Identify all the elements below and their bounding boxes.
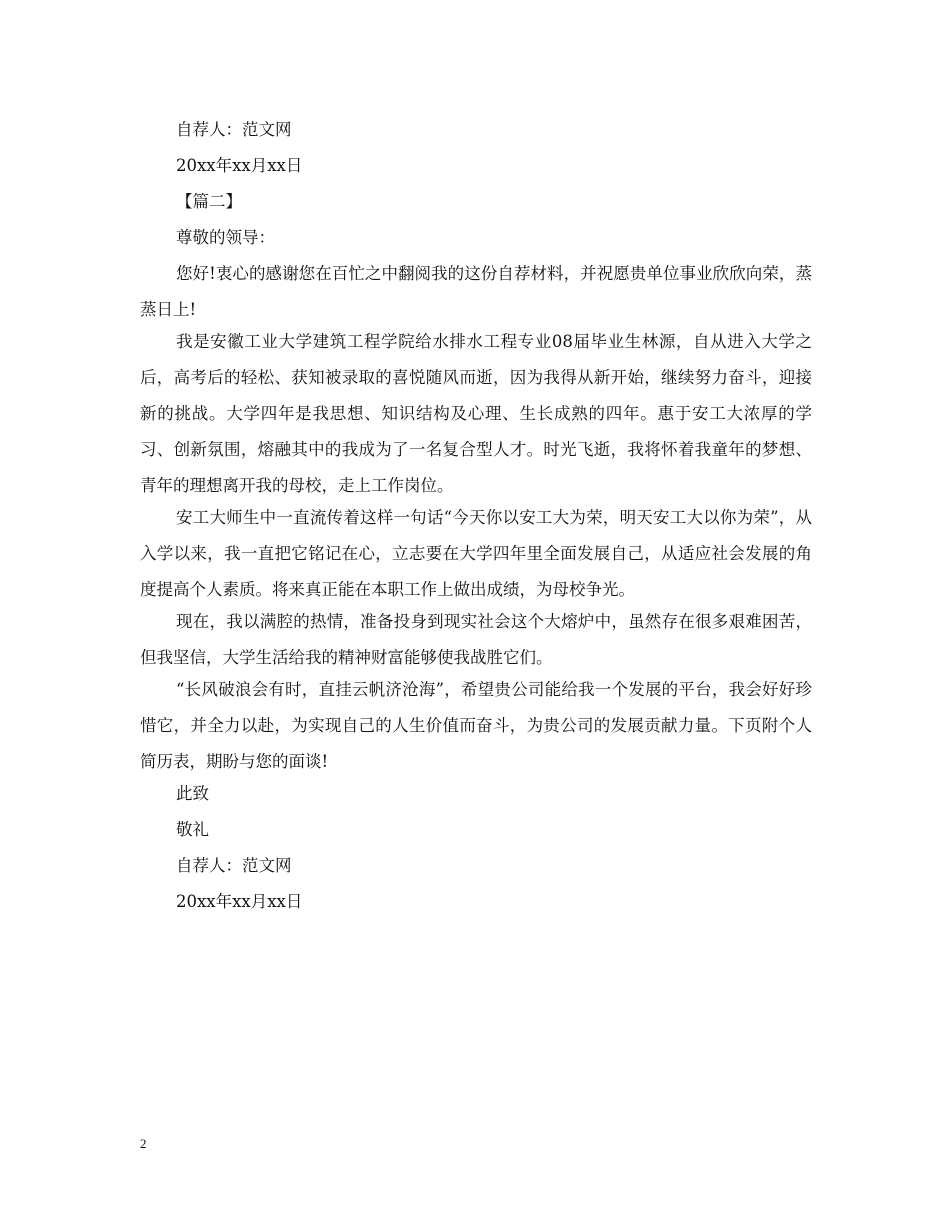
salutation: 尊敬的领导： [176,228,275,247]
letter-body [140,116,812,924]
previous-date: 20xx年xx月xx日 [176,156,303,175]
previous-signature: 自荐人：范文网 [176,120,292,139]
paragraph-greeting: 您好!衷心的感谢您在百忙之中翻阅我的这份自荐材料，并祝愿贵单位事业欣欣向荣，蒸蒸日上! [140,264,812,319]
paragraph-request: “长风破浪会有时，直挂云帆济沧海”，希望贵公司能给我一个发展的平台，我会好好珍惜它，并全力以赴，为实现自己的人生价值而奋斗，为贵公司的发展贡献力量。下页附个人简历表，期盼与您的面谈! [140,680,812,771]
closing-salute: 敬礼 [176,820,209,839]
paragraph-determination: 现在，我以满腔的热情，准备投身到现实社会这个大熔炉中，虽然存在很多艰难困苦，但我坚信，大学生活给我的精神财富能够使我战胜它们。 [140,612,812,667]
paragraph-motto: 安工大师生中一直流传着这样一句话“今天你以安工大为荣，明天安工大以你为荣”，从入学以来，我一直把它铭记在心，立志要在大学四年里全面发展自己，从适应社会发展的角度提高个人素质。将来真正能在本职工作上做出成绩，为母校争光。 [140,508,812,599]
date: 20xx年xx月xx日 [176,892,303,911]
closing-regards: 此致 [176,784,209,803]
signature: 自荐人：范文网 [176,856,292,875]
page-number: 2 [140,1136,147,1151]
section-heading: 【篇二】 [176,192,242,211]
paragraph-introduction: 我是安徽工业大学建筑工程学院给水排水工程专业08届毕业生林源，自从进入大学之后，高考后的轻松、获知被录取的喜悦随风而逝，因为我得从新开始，继续努力奋斗，迎接新的挑战。大学四年是我思想、知识结构及心理、生长成熟的四年。惠于安工大浓厚的学习、创新氛围，熔融其中的我成为了一名复合型人才。时光飞逝，我将怀着我童年的梦想、青年的理想离开我的母校，走上工作岗位。 [140,332,812,495]
